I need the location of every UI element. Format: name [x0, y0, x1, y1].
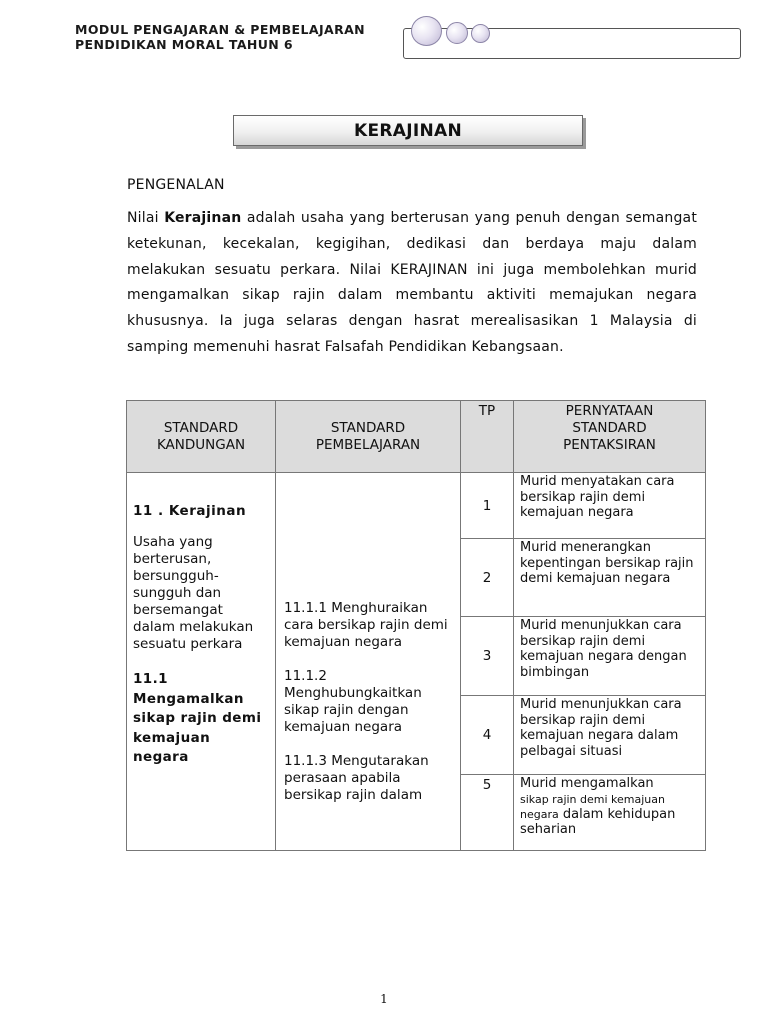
tp-statement: Murid menunjukkan cara bersikap rajin demi kemajuan negara dalam pelbagai situasi — [514, 696, 706, 775]
header-line-2: PENDIDIKAN MORAL TAHUN 6 — [75, 37, 294, 52]
pembelajaran-item: 11.1.1 Menghuraikan cara bersikap rajin demi kemajuan negara — [284, 600, 448, 650]
pembelajaran-item: 11.1.3 Mengutarakan perasaan apabila bersikap rajin dalam — [284, 753, 429, 803]
document-header — [75, 22, 365, 52]
table-header-row — [127, 401, 706, 473]
header-line-1: MODUL PENGAJARAN & PEMBELAJARAN — [75, 22, 366, 37]
intro-body: adalah usaha yang berterusan yang penuh dengan semangat ketekunan, kecekalan, kegigihan, dedikasi dan berdaya maju dalam melakukan sesuatu perkara. Nilai KERAJINAN ini juga membolehkan murid mengamalkan sikap rajin dalam membantu aktiviti memajukan negara khususnya. Ia juga selaras dengan hasrat merealisasikan 1 Malaysia di samping memenuhi hasrat Falsafah Pendidikan Kebangsaan. — [127, 210, 698, 355]
tp-level: 1 — [461, 473, 514, 539]
header-tp: TP — [461, 401, 514, 473]
tp-level: 2 — [461, 539, 514, 617]
section-heading: PENGENALAN — [127, 177, 225, 193]
tp-statement: Murid menunjukkan cara bersikap rajin demi kemajuan negara dengan bimbingan — [514, 617, 706, 696]
page-title: KERAJINAN — [354, 120, 462, 141]
decorative-circle-icon — [411, 16, 442, 46]
pembelajaran-cell — [276, 473, 461, 851]
pembelajaran-item: 11.1.2 Menghubungkaitkan sikap rajin dengan kemajuan negara — [284, 668, 422, 735]
tp-statement: Murid menerangkan kepentingan bersikap rajin demi kemajuan negara — [514, 539, 706, 617]
kandungan-heading: 11 . Kerajinan — [133, 503, 247, 519]
standards-table — [126, 400, 706, 851]
kandungan-description: Usaha yang berterusan, bersungguh-sungguh dan bersemangat dalam melakukan sesuatu perkara — [133, 534, 254, 652]
tp-statement: Murid mengamalkan sikap rajin demi kemajuan negara dalam kehidupan seharian — [514, 775, 706, 851]
page-title-box — [233, 115, 583, 146]
tp-statement: Murid menyatakan cara bersikap rajin demi kemajuan negara — [514, 473, 706, 539]
decorative-circle-icon — [471, 24, 490, 43]
kandungan-cell — [127, 473, 276, 851]
header-pernyataan-standard-pentaksiran: PERNYATAAN STANDARD PENTAKSIRAN — [514, 401, 706, 473]
tp-level: 4 — [461, 696, 514, 775]
page-number: 1 — [380, 992, 388, 1006]
header-standard-kandungan: STANDARD KANDUNGAN — [127, 401, 276, 473]
kandungan-sub-heading: 11.1 Mengamalkan sikap rajin demi kemajuan negara — [133, 671, 262, 765]
intro-bold-word: Kerajinan — [164, 210, 242, 226]
intro-prefix: Nilai — [127, 210, 165, 226]
decorative-circle-icon — [446, 22, 468, 44]
table-row — [127, 473, 706, 539]
tp-level: 5 — [461, 775, 514, 851]
tp-level: 3 — [461, 617, 514, 696]
header-standard-pembelajaran: STANDARD PEMBELAJARAN — [276, 401, 461, 473]
intro-paragraph — [127, 206, 697, 361]
